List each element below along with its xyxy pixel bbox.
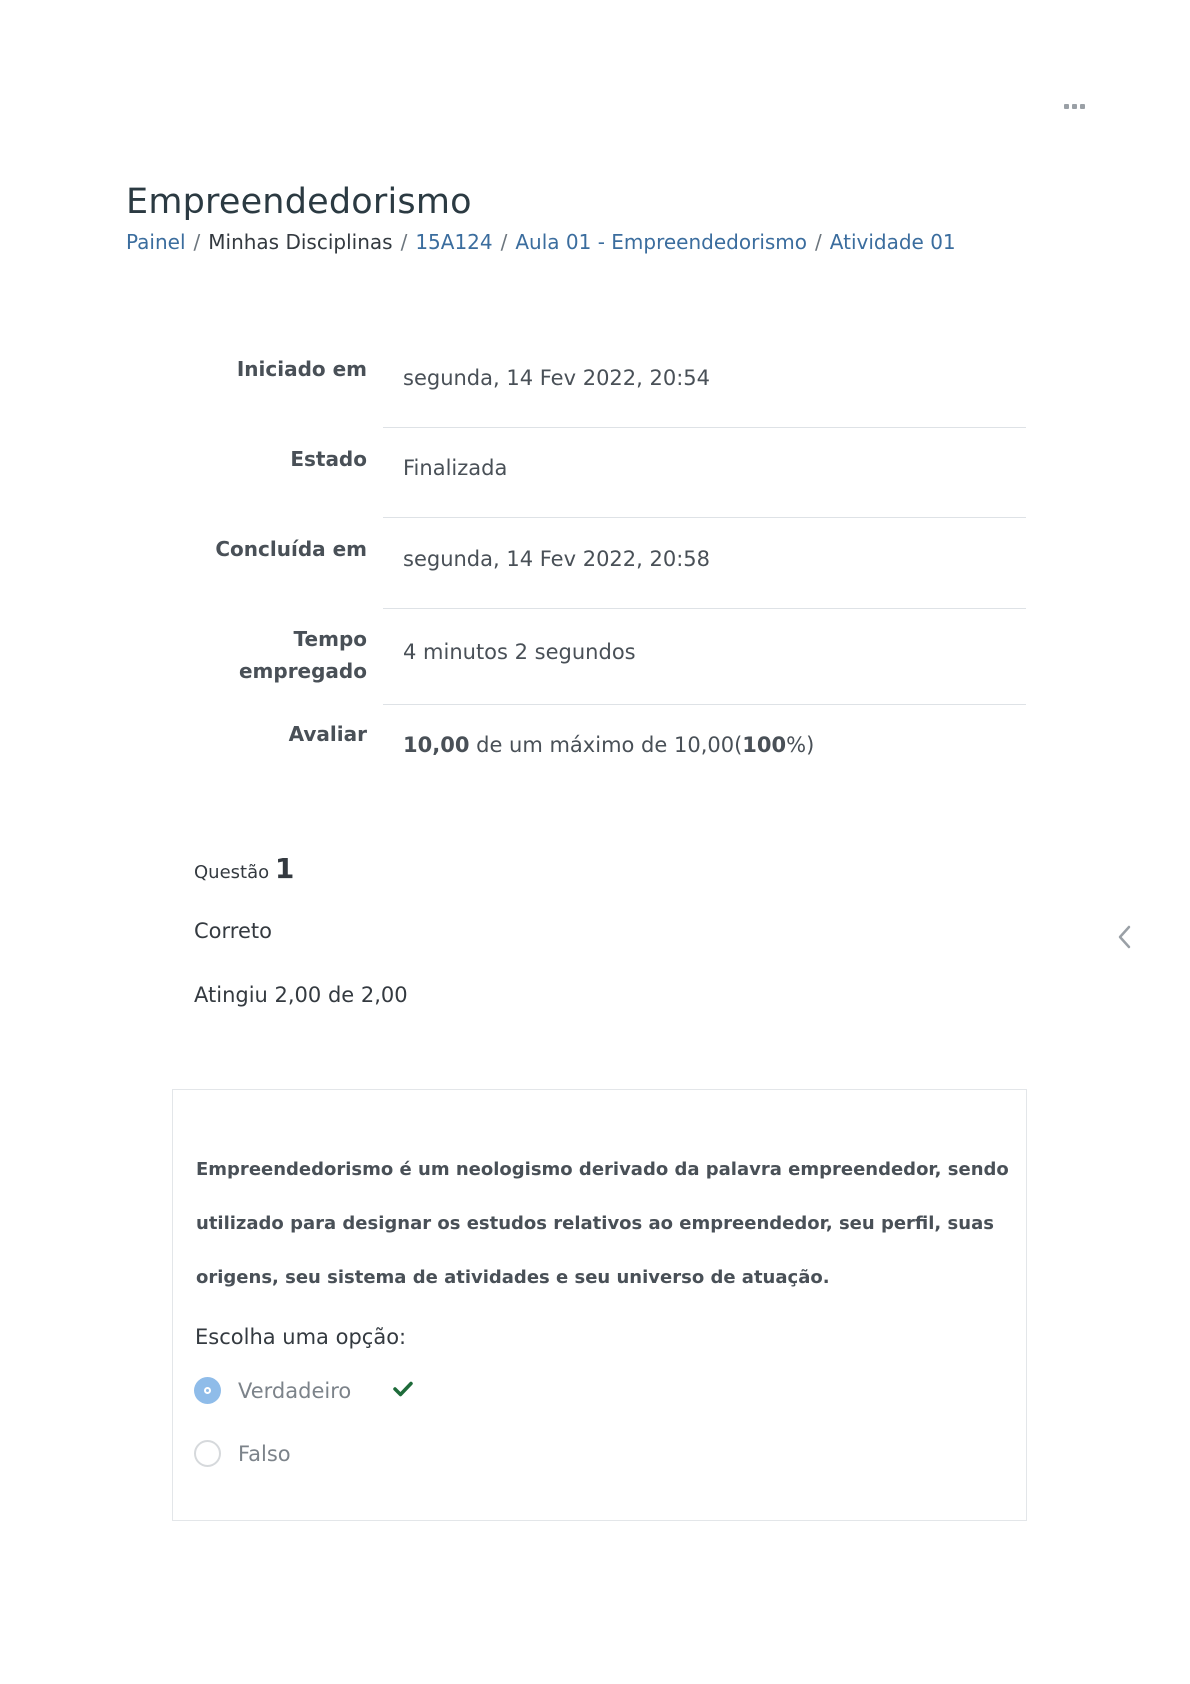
- radio-unselected[interactable]: [194, 1440, 221, 1467]
- question-prompt: Escolha uma opção:: [195, 1325, 407, 1349]
- time-label-line1: Tempo: [293, 627, 367, 651]
- breadcrumb-painel[interactable]: Painel: [126, 230, 186, 254]
- row-divider: [383, 427, 1026, 428]
- question-text: Empreendedorismo é um neologismo derivado da palavra empreendedor, sendo utilizado para designar os estudos relativos ao empreendedor, seu perfil, suas origens, seu sistema de atividades e seu universo de atuação.: [196, 1159, 1009, 1288]
- breadcrumb-minhas-disciplinas: Minhas Disciplinas: [208, 230, 393, 254]
- completed-label: Concluída em: [215, 537, 367, 561]
- time-label: [239, 623, 367, 687]
- grade-middle: de um máximo de 10,00(: [469, 733, 743, 757]
- question-number: 1: [274, 852, 295, 885]
- breadcrumb-separator: /: [400, 230, 408, 254]
- breadcrumb-separator: /: [193, 230, 201, 254]
- time-label-line2: empregado: [238, 659, 367, 683]
- breadcrumb-aula[interactable]: Aula 01 - Empreendedorismo: [515, 230, 808, 254]
- state-label: Estado: [290, 447, 367, 471]
- radio-selected[interactable]: [194, 1377, 221, 1404]
- question-points: Atingiu 2,00 de 2,00: [194, 983, 408, 1007]
- grade-value: [403, 733, 814, 757]
- breadcrumb-course-code[interactable]: 15A124: [415, 230, 493, 254]
- ellipsis-icon[interactable]: [1064, 104, 1085, 109]
- page-title: Empreendedorismo: [126, 182, 472, 222]
- option-verdadeiro[interactable]: [194, 1377, 413, 1404]
- completed-value: segunda, 14 Fev 2022, 20:58: [403, 547, 711, 571]
- row-divider: [383, 608, 1026, 609]
- grade-suffix: %): [786, 733, 815, 757]
- question-label: Questão: [194, 862, 270, 883]
- breadcrumb-atividade[interactable]: Atividade 01: [829, 230, 956, 254]
- checkmark-icon: [393, 1381, 413, 1401]
- breadcrumb: [126, 230, 956, 254]
- time-value: 4 minutos 2 segundos: [403, 640, 636, 664]
- started-label: Iniciado em: [236, 357, 367, 381]
- row-divider: [383, 704, 1026, 705]
- grade-score: 10,00: [403, 733, 470, 757]
- option-falso[interactable]: [194, 1440, 291, 1467]
- option-label: Falso: [238, 1441, 291, 1466]
- breadcrumb-separator: /: [500, 230, 508, 254]
- question-heading: [194, 852, 294, 885]
- started-value: segunda, 14 Fev 2022, 20:54: [403, 366, 711, 390]
- breadcrumb-separator: /: [815, 230, 822, 254]
- option-label: Verdadeiro: [238, 1378, 352, 1403]
- grade-label: Avaliar: [288, 722, 367, 746]
- row-divider: [383, 517, 1026, 518]
- chevron-left-icon[interactable]: [1117, 925, 1131, 953]
- state-value: Finalizada: [403, 456, 508, 480]
- grade-percent: 100: [742, 733, 787, 757]
- question-status: Correto: [194, 919, 272, 943]
